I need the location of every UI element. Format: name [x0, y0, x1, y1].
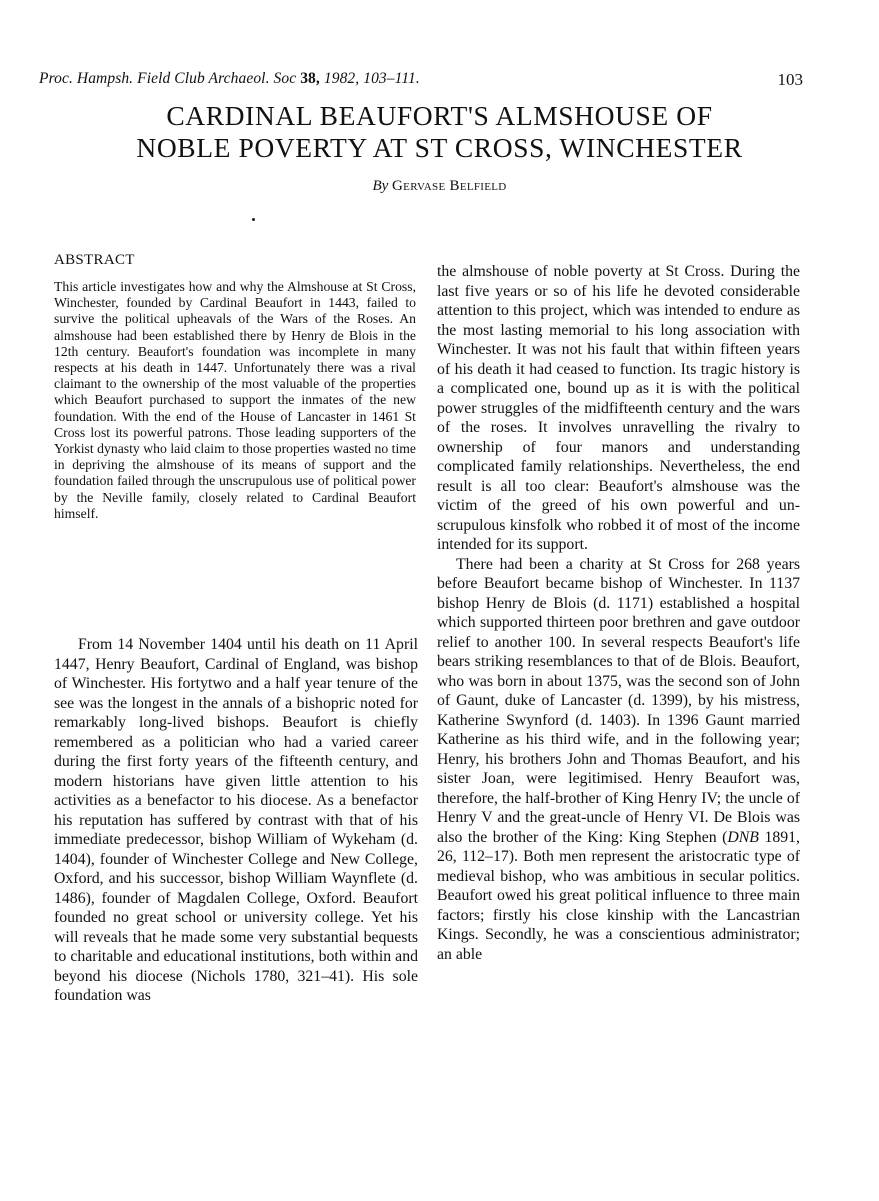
abstract-text: This article investigates how and why the Almshouse at St Cross, Winchester, founded by Cardinal Beaufort in 1443, failed to survive the political upheavals of the Wars of the Roses. An almshouse had been established there by Henry de Blois in the 12th century. Beaufort's foundation was incomplete in many respects at his death in 1447. Unfortunately there was a rival claimant to the ownership of the most valuable of the properties which Beaufort purchased to support the inmates of the new foundation. With the end of the House of Lancaster in 1461 St Cross lost its powerful patrons. Those leading supporters of the Yorkist dynasty who laid claim to those properties wasted no time in depriving the almshouse of its means of support and the foundation failed through the unscrupulous use of political power by the Neville family, closely related to Cardinal Beaufort himself.	[54, 279, 416, 521]
title-line-2: NOBLE POVERTY AT ST CROSS, WINCHESTER	[136, 132, 743, 163]
body-paragraph-right-2	[437, 555, 800, 965]
page-number: 103	[777, 70, 803, 89]
para2-text-a: There had been a charity at St Cross for 268 years before Beaufort became bishop of Winchester. In 1137 bishop Henry de Blois (d. 1171) established a hospital which supported thirteen poor brethren and gave outdoor relief to another 100. In several respects Beaufort's life bears striking resemblances to that of de Blois. Beaufort, who was born in about 1375, was the second son of John of Gaunt, duke of Lancaster (d. 1399), by his mistress, Katherine Swynford (d. 1403). In 1396 Gaunt married Katherine as his third wife, and in the following year; Henry, his brothers John and Thomas Beaufort, and his sister Joan, were legitimised. Henry Beaufort was, therefore, the half-brother of King Henry IV; the uncle of Henry V and the great-uncle of Henry VI. De Blois was also the brother of the King: King Stephen (	[437, 555, 800, 846]
para2-text-b: 1891, 26, 112–17). Both men represent the aristocratic type of medieval bishop, who was ambitious in secular politics. Beaufort owed his great political influence to three main factors; firstly his close kinship with the Lancastrian Kings. Secondly, he was a conscientious administrator; an able	[437, 828, 800, 963]
citation-prefix: Proc. Hampsh. Field Club Archaeol. Soc	[39, 70, 301, 87]
volume-number: 38,	[300, 70, 320, 87]
citation-suffix: 1982, 103–111.	[319, 70, 420, 87]
article-title	[0, 100, 879, 164]
body-paragraph-left: From 14 November 1404 until his death on 11 April 1447, Henry Beaufort, Cardinal of England, was bishop of Winchester. His fortytwo and a half year tenure of the see was the longest in the annals of a bishopric noted for remarkably long-lived bishops. Beaufort is chiefly remembered as a politician who had a varied career during the first forty years of the fifteenth century, and modern historians have given little attention to his activities as a benefactor to his diocese. As a benefactor his reputation has suffered by contrast with that of his immediate predecessor, bishop William of Wykeham (d. 1404), founder of Winchester College and New College, Oxford, and his successor, bishop William Waynflete (d. 1486), founder of Magdalen College, Oxford. Beaufort founded no great school or university college. Yet his will reveals that he made some very substantial bequests to charitable and educational institutions, both within and beyond his diocese (Nichols 1780, 321–41). His sole foundation was	[54, 636, 418, 1004]
body-paragraph-right-1: the almshouse of noble poverty at St Cross. During the last five years or so of his life he devoted considerable attention to this project, which was intended to endure as the most lasting memorial to his long association with Winchester. It was not his fault that within fifteen years of his death it had ceased to function. Its tragic history is a complicated one, bound up as it is with the political power struggles of the midfifteenth century and the wars of the roses. It involves unravelling the rivalry to ownership of four manors and understanding complicated family relationships. Nevertheless, the end result is all too clear: Beaufort's almshouse was the victim of the greed of his own powerful and unscrupulous kinsfolk who robbed it of most of the income intended for its support.	[437, 263, 800, 553]
author-name: Gervase Belfield	[392, 178, 507, 194]
abstract-heading: ABSTRACT	[54, 252, 135, 268]
byline-by: By	[372, 178, 389, 194]
stray-mark	[252, 218, 255, 221]
byline	[0, 178, 879, 195]
dnb-citation: DNB	[727, 828, 759, 846]
journal-citation	[39, 70, 420, 88]
body-column-right	[437, 262, 800, 964]
title-line-1: CARDINAL BEAUFORT'S ALMSHOUSE OF	[166, 100, 713, 131]
